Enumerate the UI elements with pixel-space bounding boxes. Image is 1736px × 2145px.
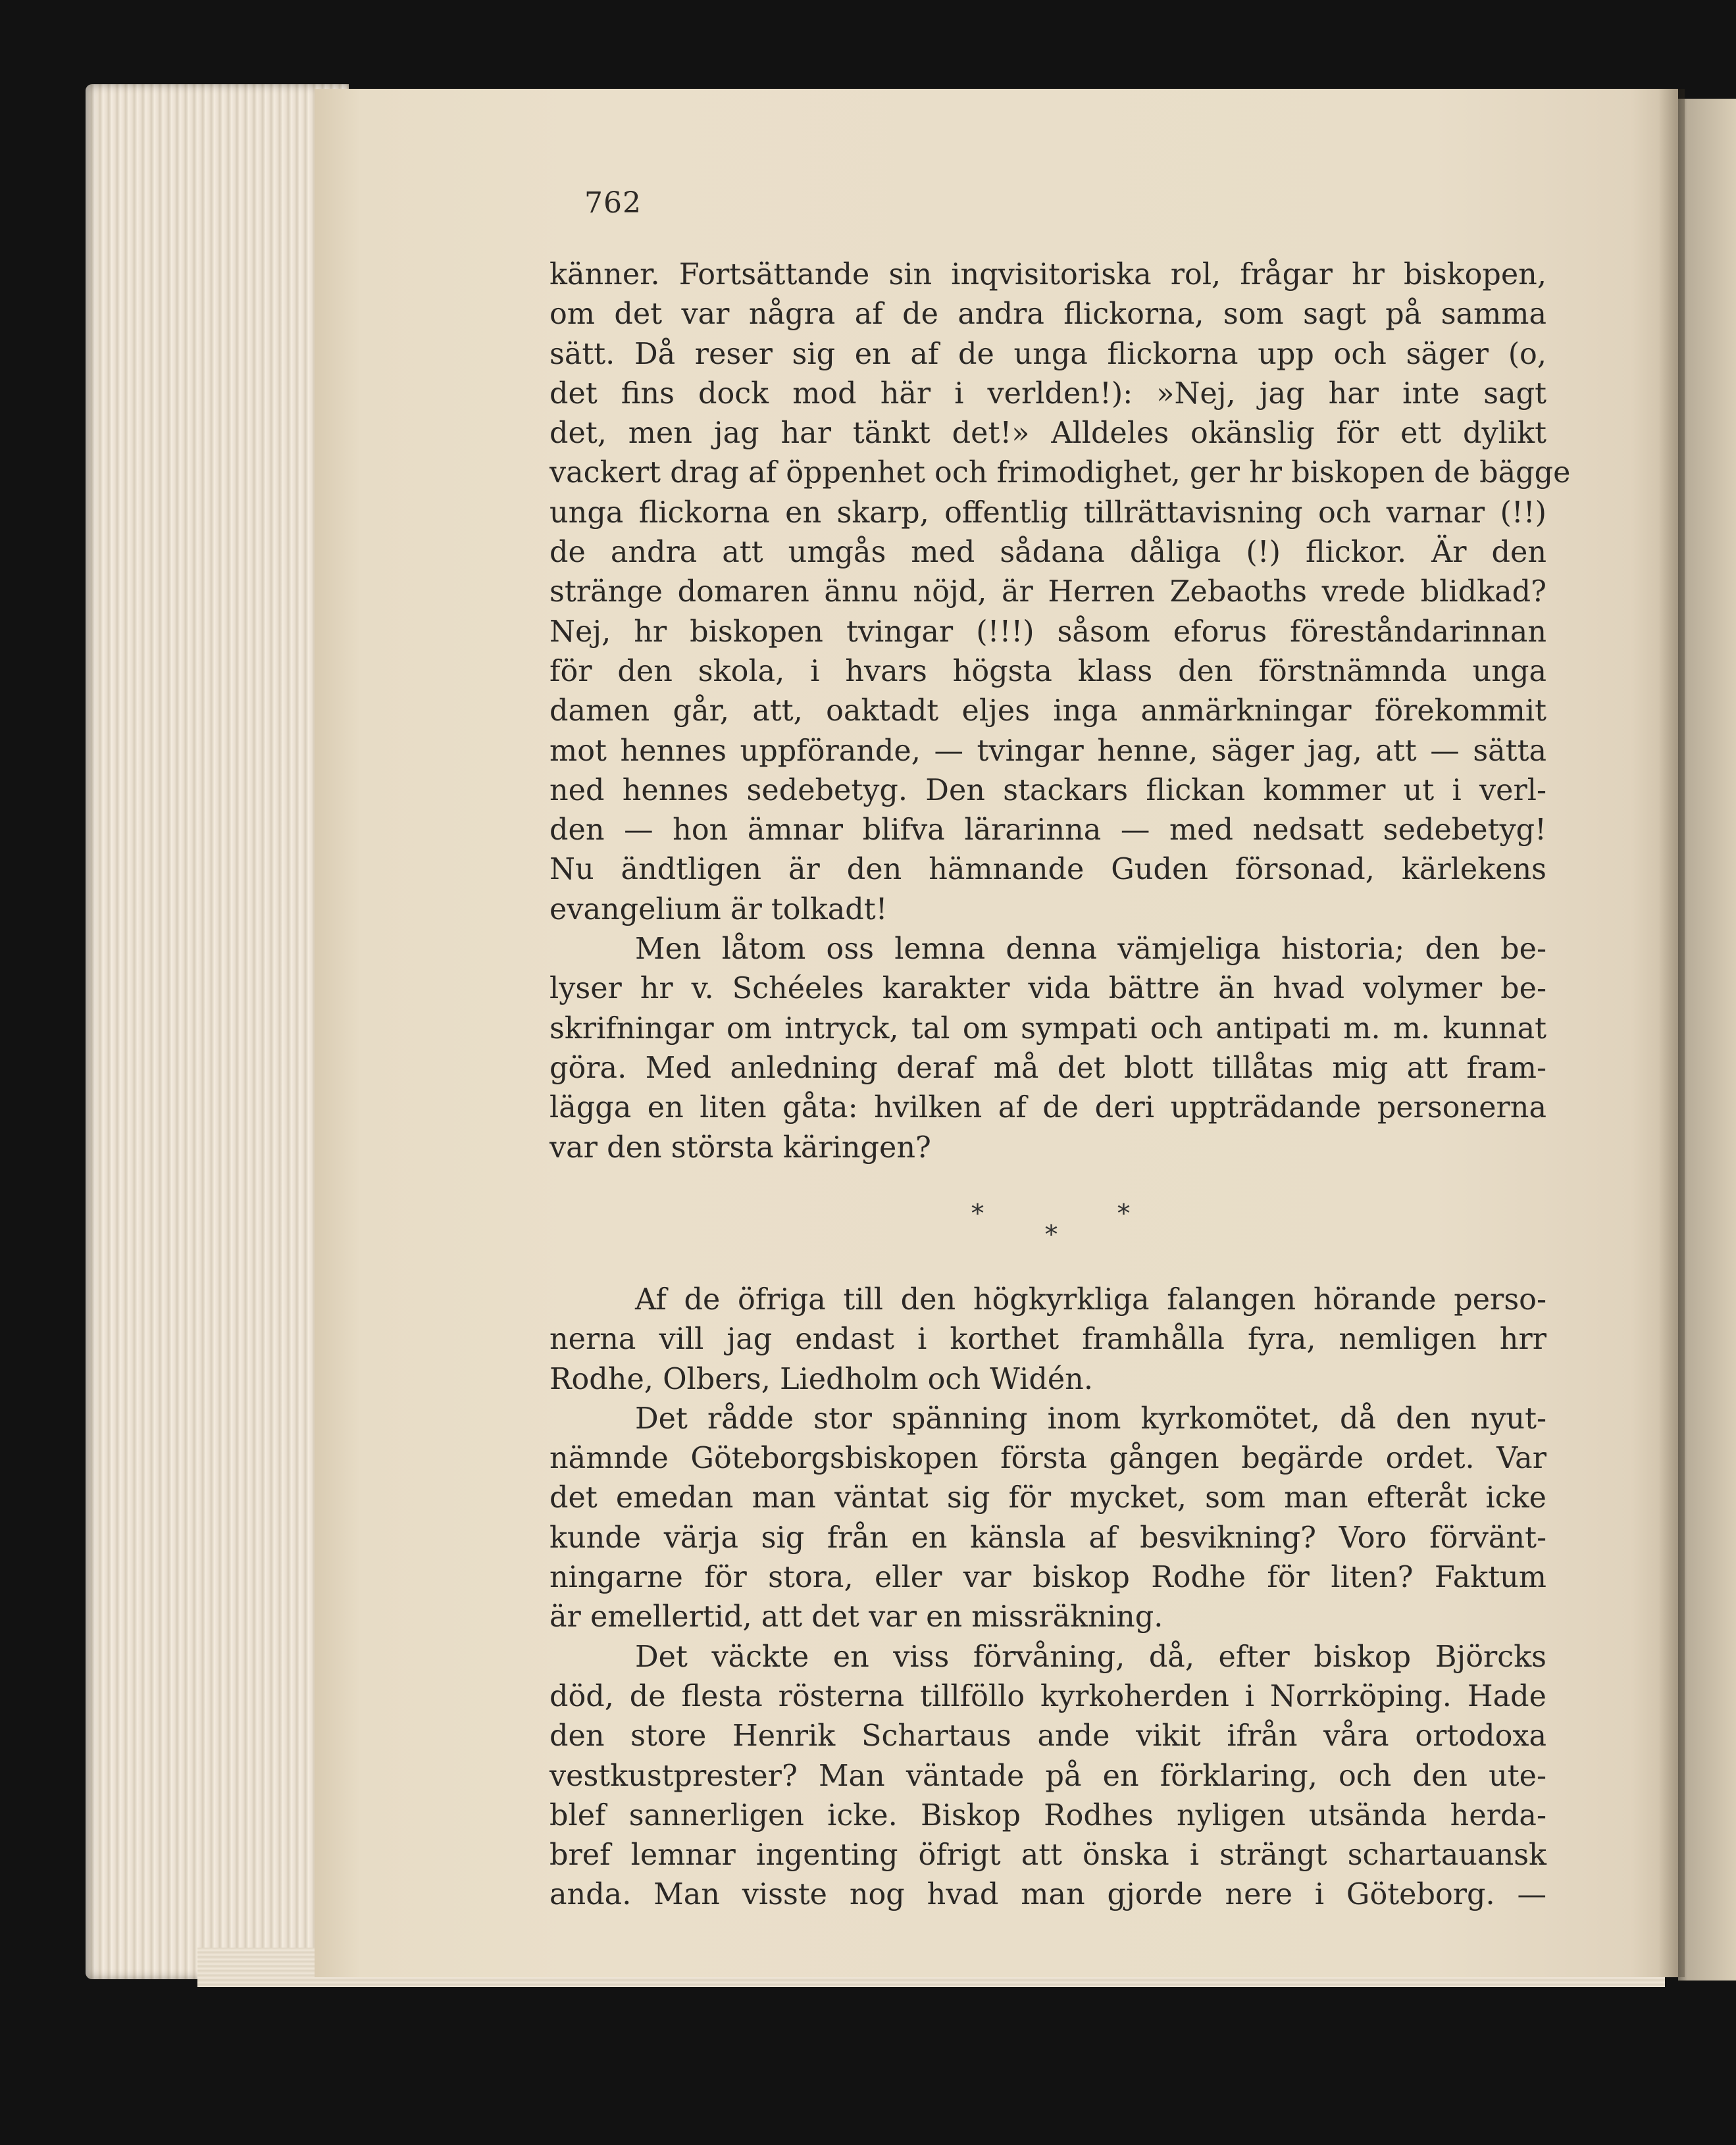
text-line: det, men jag har tänkt det!» Alldeles okänslig för ett dylikt	[549, 416, 1546, 451]
text-line: Det rådde stor spänning inom kyrkomötet, då den nyut-	[635, 1401, 1546, 1436]
text-line: nerna vill jag endast i korthet framhålla fyra, nemligen hrr	[549, 1323, 1546, 1357]
text-line: skrifningar om intryck, tal om sympati och antipati m. m. kunnat	[549, 1011, 1546, 1046]
text-line: död, de flesta rösterna tillföllo kyrkoherden i Norrköping. Hade	[549, 1679, 1546, 1713]
text-line: ned hennes sedebetyg. Den stackars flickan kommer ut i verl-	[549, 773, 1546, 807]
text-line: kunde värja sig från en känsla af besvikning? Voro förvänt-	[549, 1521, 1546, 1555]
separator-asterisk: *	[971, 1199, 984, 1228]
text-line: de andra att umgås med sådana dåliga (!) flickor. Är den	[549, 536, 1546, 570]
text-line: nämnde Göteborgsbiskopen första gången begärde ordet. Var	[549, 1442, 1546, 1476]
text-line: den — hon ämnar blifva lärarinna — med nedsatt sedebetyg!	[549, 813, 1546, 847]
gutter-shadow	[1658, 89, 1685, 1977]
text-line: damen går, att, oaktadt eljes inga anmärkningar förekommit	[549, 694, 1546, 728]
text-line: stränge domaren ännu nöjd, är Herren Zebaoths vrede blidkad?	[549, 575, 1546, 609]
text-line: sätt. Då reser sig en af de unga flickorna upp och säger (o,	[549, 337, 1546, 371]
text-line: vestkustprester? Man väntade på en förklaring, och den ute-	[549, 1759, 1546, 1793]
text-line: Af de öfriga till den högkyrkliga falangen hörande perso-	[635, 1283, 1546, 1317]
text-line: Nej, hr biskopen tvingar (!!!) såsom eforus föreståndarinnan	[549, 615, 1546, 649]
text-line: den store Henrik Schartaus ande vikit ifrån våra ortodoxa	[549, 1719, 1546, 1754]
separator-asterisk: *	[1117, 1199, 1130, 1228]
text-line: bref lemnar ingenting öfrigt att önska i strängt schartauansk	[549, 1838, 1546, 1873]
text-line: blef sannerligen icke. Biskop Rodhes nyligen utsända herda-	[549, 1798, 1546, 1832]
page-stack-edges	[86, 84, 349, 1979]
text-line: Men låtom oss lemna denna vämjeliga historia; den be-	[635, 932, 1546, 967]
text-line: det fins dock mod här i verlden!): »Nej, jag har inte sagt	[549, 376, 1546, 411]
text-block-lower	[549, 1280, 1546, 1915]
text-line: lyser hr v. Schéeles karakter vida bättre än hvad volymer be-	[549, 972, 1546, 1006]
text-line: det emedan man väntat sig för mycket, som man efteråt icke	[549, 1481, 1546, 1515]
text-line: för den skola, i hvars högsta klass den förstnämnda unga	[549, 654, 1546, 688]
text-line: var den största käringen?	[549, 1130, 931, 1165]
text-line: Nu ändtligen är den hämnande Guden försonad, kärlekens	[549, 853, 1546, 887]
text-line: ningarne för stora, eller var biskop Rodhe för liten? Faktum	[549, 1561, 1546, 1595]
text-block-upper	[549, 255, 1571, 1168]
text-line: är emellertid, att det var en missräkning.	[549, 1600, 1163, 1634]
text-line: unga flickorna en skarp, offentlig tillrättavisning och varnar (!!)	[549, 495, 1546, 530]
facing-page	[1678, 99, 1736, 1981]
text-line: lägga en liten gåta: hvilken af de deri uppträdande personerna	[549, 1091, 1546, 1125]
text-line: Rodhe, Olbers, Liedholm och Widén.	[549, 1362, 1093, 1396]
text-line: göra. Med anledning deraf må det blott tillåtas mig att fram-	[549, 1051, 1546, 1085]
text-line: Det väckte en viss förvåning, då, efter biskop Björcks	[635, 1640, 1546, 1674]
text-line: känner. Fortsättande sin inqvisitoriska rol, frågar hr biskopen,	[549, 258, 1546, 291]
text-line: vackert drag af öppenhet och frimodighet, ger hr biskopen de bägge	[549, 456, 1571, 490]
separator-asterisk: *	[1045, 1220, 1058, 1249]
page-number: 762	[584, 186, 642, 220]
text-line: evangelium är tolkadt!	[549, 892, 888, 926]
text-line: anda. Man visste nog hvad man gjorde nere i Göteborg. —	[549, 1878, 1546, 1912]
text-line: mot hennes uppförande, — tvingar henne, säger jag, att — sätta	[549, 734, 1546, 768]
text-line: om det var några af de andra flickorna, som sagt på samma	[549, 297, 1546, 332]
